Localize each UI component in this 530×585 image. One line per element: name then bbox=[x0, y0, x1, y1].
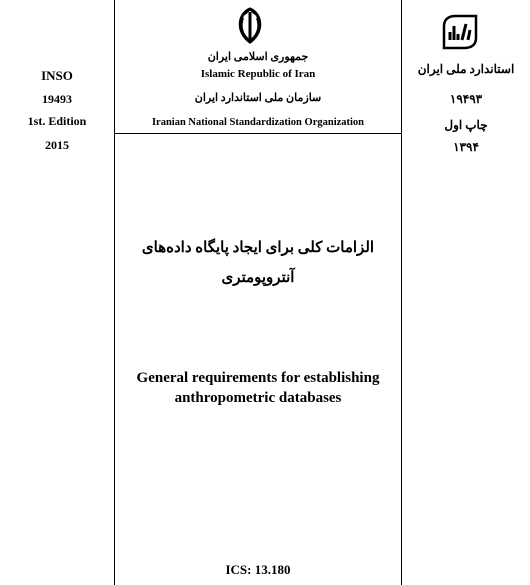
en-country-name: Islamic Republic of Iran bbox=[200, 68, 316, 80]
en-title-line-2: anthropometric databases bbox=[174, 390, 342, 406]
fa-title-line-1: الزامات کلی برای ایجاد پایگاه داده‌های bbox=[141, 240, 375, 256]
edition: 1st. Edition bbox=[27, 114, 87, 128]
fa-year: ۱۳۹۴ bbox=[453, 140, 479, 154]
fa-country-name: جمهوری اسلامی ایران bbox=[207, 51, 309, 63]
ics-code: ICS: 13.180 bbox=[225, 562, 291, 577]
standard-code: INSO bbox=[41, 68, 73, 83]
fa-title-line-2: آنتروپومتری bbox=[221, 270, 295, 286]
isiri-logo-icon bbox=[440, 12, 480, 52]
header-divider bbox=[115, 133, 401, 134]
fa-edition: چاپ اول bbox=[444, 118, 488, 132]
fa-standard-number: ۱۹۴۹۳ bbox=[449, 92, 483, 106]
standard-number: 19493 bbox=[42, 92, 72, 106]
fa-standard-label: استاندارد ملی ایران bbox=[417, 62, 515, 76]
en-title-line-1: General requirements for establishing bbox=[136, 370, 380, 386]
center-column bbox=[114, 0, 402, 585]
iran-emblem-icon bbox=[228, 6, 272, 46]
fa-org-name: سازمان ملی استاندارد ایران bbox=[194, 92, 322, 104]
en-org-name: Iranian National Standardization Organization bbox=[151, 117, 365, 128]
year: 2015 bbox=[45, 138, 69, 152]
